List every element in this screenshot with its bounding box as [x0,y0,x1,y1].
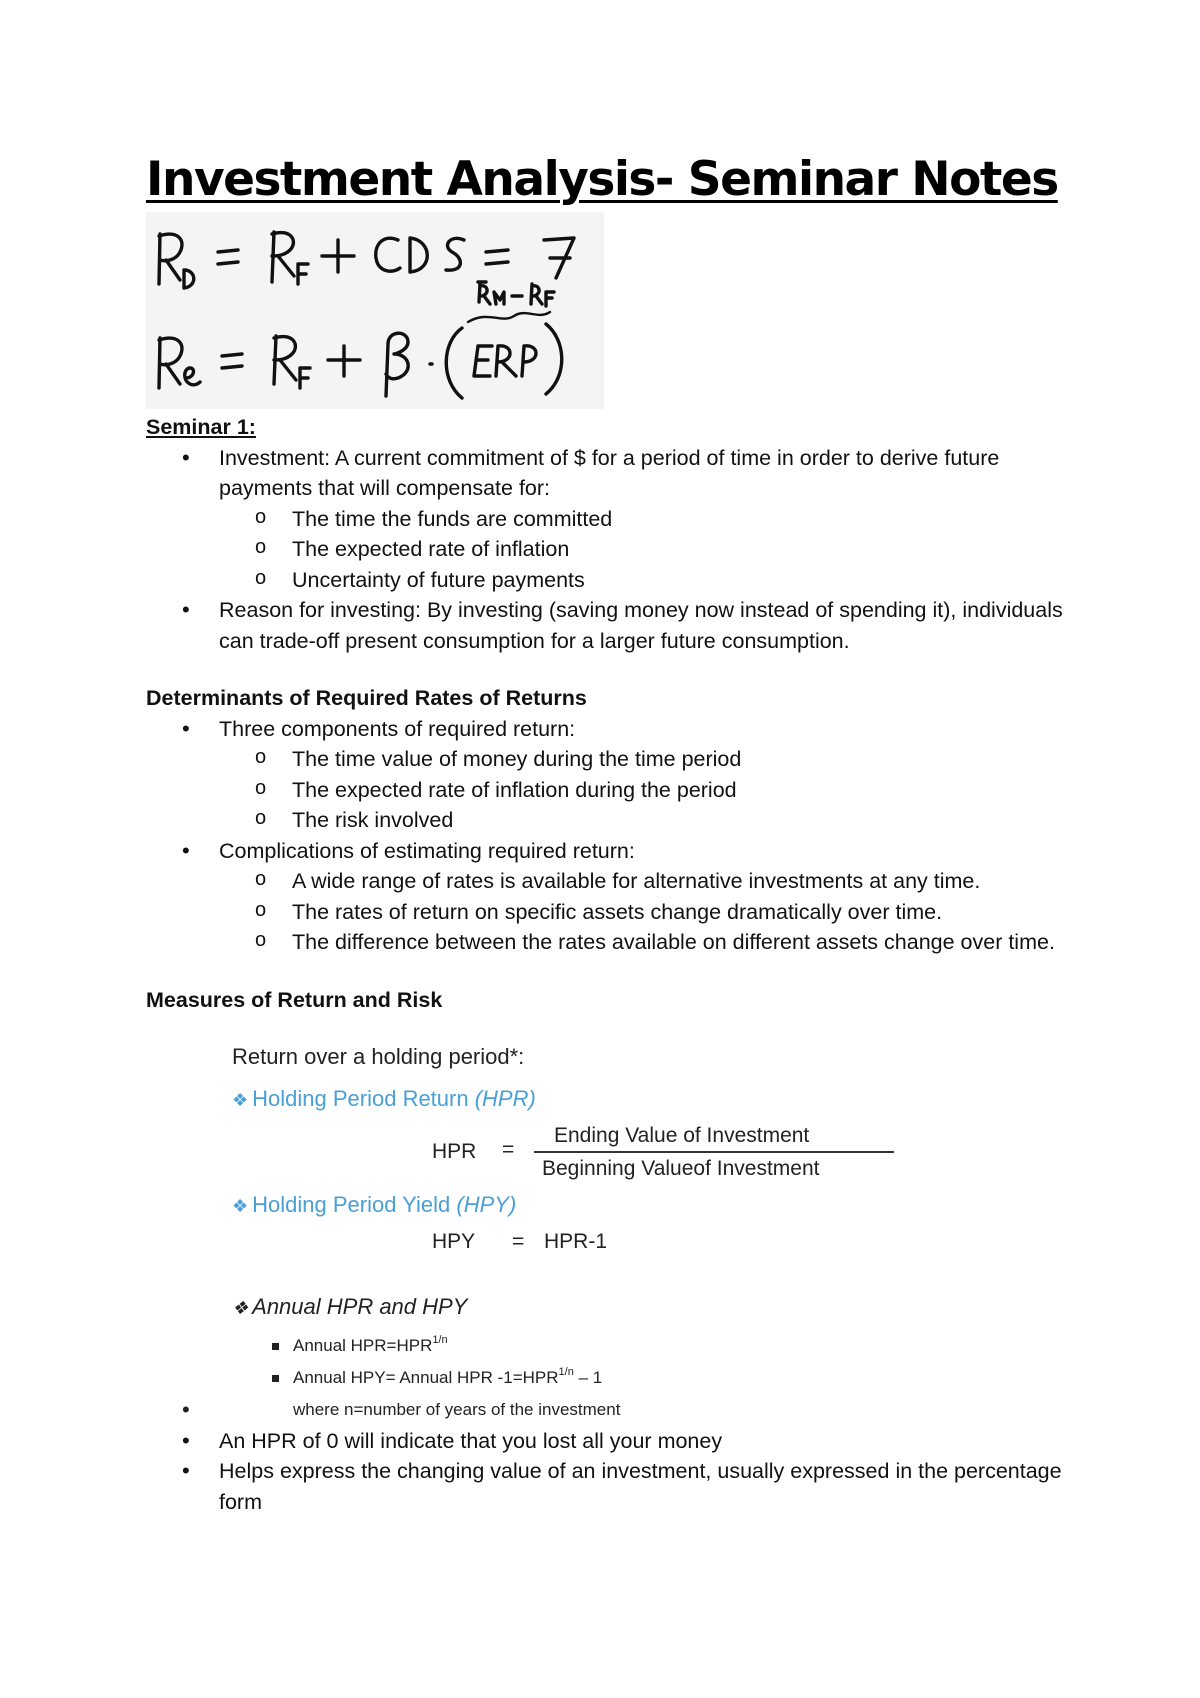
hpy-rhs: HPR-1 [544,1230,608,1253]
equals-sign: = [502,1138,515,1161]
list-item: • Helps express the changing value of an investment, usually expressed in the percentage form [146,1456,1096,1517]
section-heading-seminar-1: Seminar 1: [146,415,256,439]
sub-list [219,866,1096,958]
document-title: Investment Analysis- Seminar Notes [146,152,1058,207]
square-bullet-icon [272,1375,279,1382]
fraction-line [534,1151,894,1153]
list-item: • An HPR of 0 will indicate that you lost all your money [146,1426,1096,1457]
formula-line-2 [159,312,562,398]
list-item: • Reason for investing: By investing (saving money now instead of spending it), individuals can trade-off present consumption for a larger future consumption. [146,595,1096,656]
square-bullet-icon [272,1343,279,1350]
sub-list [219,504,1096,596]
list-item: • Three components of required return: o The time value of money during the time period o The expected rate of inflation during the period o The risk involved [146,714,1096,836]
sub-list-item: o The rates of return on specific assets change dramatically over time. [219,897,1096,928]
diamond-bullet-icon: ❖ [232,1196,249,1216]
list-item: • where n=number of years of the investment [146,1395,1096,1426]
formula-annotation [478,282,554,306]
sub-list-item: o The risk involved [219,805,1096,836]
seminar-1-list [146,443,1096,657]
annual-label: ❖ Annual HPR and HPY [232,1294,468,1319]
hpr-lhs: HPR [432,1140,477,1163]
section-heading-measures: Measures of Return and Risk [146,987,443,1012]
sub-list-item: o The time value of money during the time period [219,744,1096,775]
slide-header: Return over a holding period*: [232,1044,525,1069]
formula-line-1 [159,232,574,288]
annual-hpy-formula: Annual HPY= Annual HPR $-1=HPR^{1/n} - 1$ [272,1366,602,1388]
notes-body [146,412,1096,1015]
annual-hpr-formula: Annual $HPR=HPR^{1/n}$ [272,1334,448,1356]
handwritten-formula-image [146,212,604,409]
section-heading-determinants: Determinants of Required Rates of Returns [146,686,587,710]
diamond-bullet-icon: ❖ [232,1298,249,1318]
embedded-slide-image [232,1044,932,1414]
hpr-numerator: Ending Value of Investment [554,1124,810,1147]
sub-list-item: o A wide range of rates is available for alternative investments at any time. [219,866,1096,897]
sub-list [219,744,1096,836]
hpr-label: ❖ Holding Period Return (HPR) [232,1086,536,1111]
measures-bullets [146,1395,1096,1517]
hpy-lhs: HPY [432,1230,476,1253]
diamond-bullet-icon: ❖ [232,1090,249,1110]
sub-list-item: o The time the funds are committed [219,504,1096,535]
sub-list-item: o The difference between the rates available on different assets change over time. [219,927,1096,958]
list-item: • Complications of estimating required return: o A wide range of rates is available for alternative investments at any time. o The rates of return on specific assets change dramatically over time. o The difference between the rates available on different assets change over time. [146,836,1096,958]
list-item: • Investment: A current commitment of $ for a period of time in order to derive future payments that will compensate for: o The time the funds are committed o The expected rate of inflation o Uncertainty of future payments [146,443,1096,596]
determinants-list [146,714,1096,958]
hpr-denominator: Beginning Valueof Investment [542,1157,820,1180]
sub-list-item: o The expected rate of inflation [219,534,1096,565]
hpy-label: ❖ Holding Period Yield (HPY) [232,1192,517,1217]
sub-list-item: o The expected rate of inflation during the period [219,775,1096,806]
equals-sign: = [512,1230,525,1253]
sub-list-item: o Uncertainty of future payments [219,565,1096,596]
